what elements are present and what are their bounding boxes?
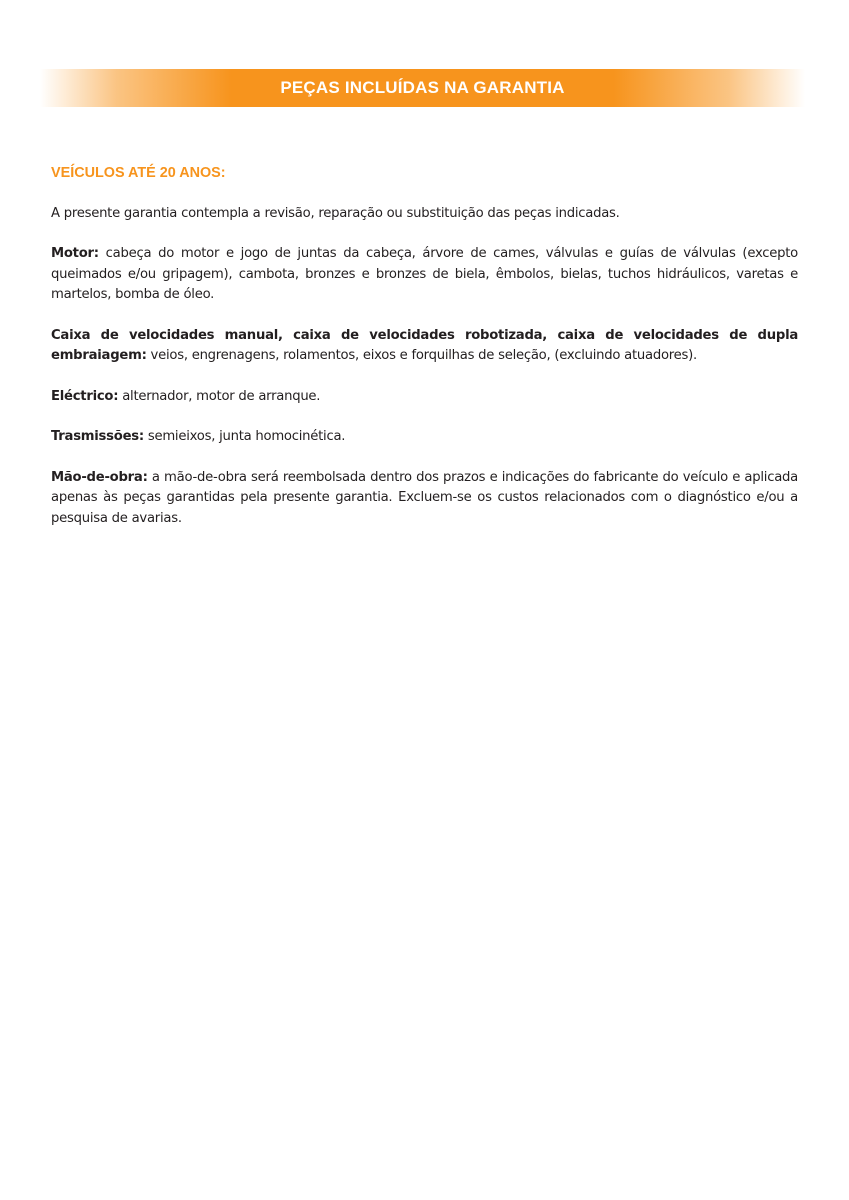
item-motor (51, 244, 798, 306)
item-transmissions (51, 427, 798, 448)
item-label: Trasmissões: (51, 429, 144, 444)
item-label: Mão-de-obra: (51, 469, 148, 485)
item-label: Eléctrico: (51, 388, 119, 404)
item-text: cabeça do motor e jogo de juntas da cabeça, árvore de cames, válvulas e guías de válvulas (excepto queimados e/ou gripagem), cambota, bronzes e bronzes de biela, êmbolos, bielas, tuchos hidráulicos, varetas e martelos, bomba de óleo. (51, 246, 798, 302)
section-heading: VEÍCULOS ATÉ 20 ANOS: (51, 165, 226, 181)
item-label: Motor: (51, 246, 99, 261)
warranty-content (51, 163, 798, 549)
item-label: Caixa de velocidades manual, caixa de velocidades robotizada, caixa de velocidades de dupla embraiagem: (51, 327, 798, 363)
item-text: veios, engrenagens, rolamentos, eixos e forquilhas de seleção, (excluindo atuadores). (146, 348, 697, 363)
header-banner (40, 69, 805, 107)
page-title: PEÇAS INCLUÍDAS NA GARANTIA (280, 78, 565, 97)
item-text: semieixos, junta homocinética. (143, 429, 346, 444)
item-text: a mão-de-obra será reembolsada dentro dos prazos e indicações do fabricante do veículo e aplicada apenas às peças garantidas pela presente garantia. Excluem-se os custos relacionados com o diagnóstico e/ou a pesquisa de avarias. (51, 469, 798, 526)
item-labour (51, 468, 798, 530)
item-gearbox (51, 326, 798, 367)
item-electrical (51, 387, 798, 408)
item-text: alternador, motor de arranque. (118, 388, 321, 404)
intro-paragraph: A presente garantia contempla a revisão, reparação ou substituição das peças indicadas. (51, 205, 620, 221)
